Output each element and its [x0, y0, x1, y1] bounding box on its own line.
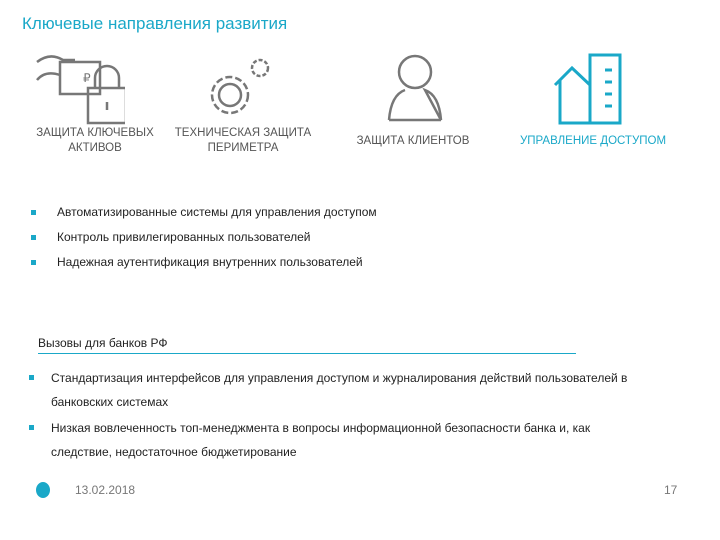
challenge-item: Низкая вовлеченность топ-менеджмента в вопросы информационной безопасности банка и, как следствие, недостаточное бюджетирование [51, 416, 651, 464]
person-icon [375, 50, 465, 125]
bullet-item: Автоматизированные системы для управления доступом [57, 205, 377, 219]
gears-icon [205, 50, 295, 125]
bullet-item: Контроль привилегированных пользователей [57, 230, 311, 244]
svg-text:₽: ₽ [83, 71, 91, 85]
divider [38, 353, 576, 354]
challenges-heading: Вызовы для банков РФ [38, 336, 168, 350]
page-title: Ключевые направления развития [22, 14, 288, 33]
bullet-item: Надежная аутентификация внутренних пользователей [57, 255, 363, 269]
house-building-icon [550, 50, 640, 125]
category-label-active: УПРАВЛЕНИЕ ДОСТУПОМ [519, 135, 667, 147]
page-number: 17 [664, 483, 678, 497]
money-lock-icon [35, 50, 125, 125]
category-label: ЗАЩИТА КЛИЕНТОВ [356, 135, 470, 147]
category-label: ТЕХНИЧЕСКАЯ ЗАЩИТА ПЕРИМЕТРА [174, 127, 312, 154]
category-label: ЗАЩИТА КЛЮЧЕВЫХ АКТИВОВ [36, 127, 154, 154]
logo-icon [36, 482, 50, 498]
challenge-item: Стандартизация интерфейсов для управления доступом и журналирования действий пользователей в банковских системах [51, 366, 651, 414]
footer-date: 13.02.2018 [75, 483, 136, 497]
